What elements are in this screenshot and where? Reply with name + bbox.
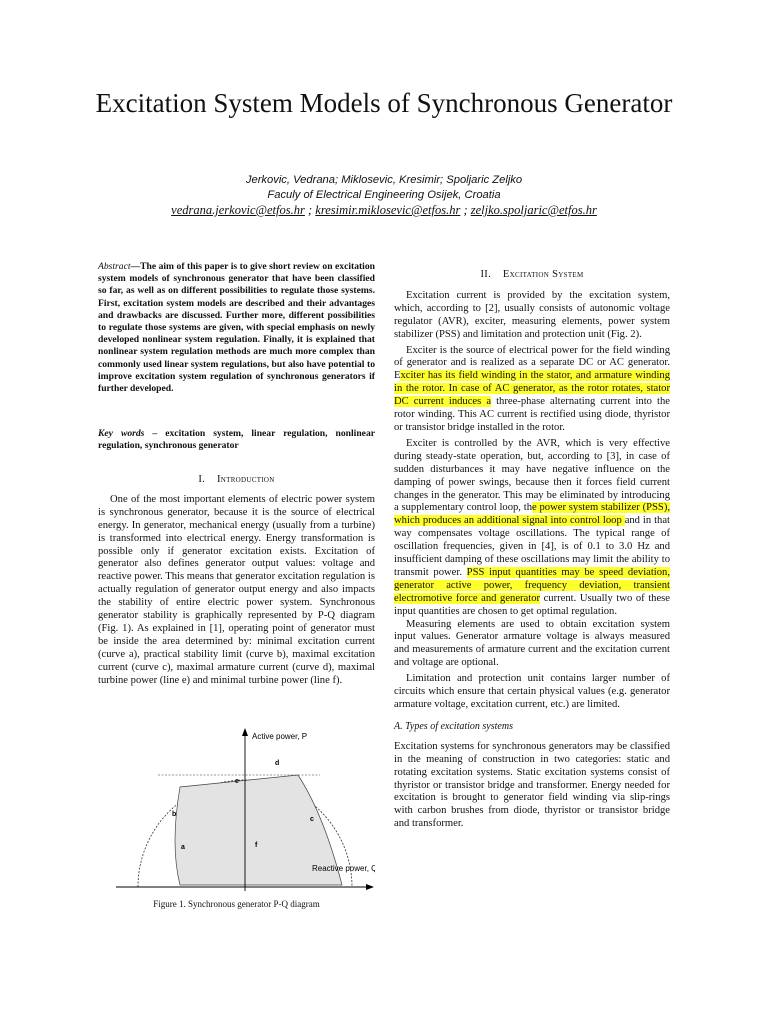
affiliation: Faculy of Electrical Engineering Osijek, Croatia [267, 189, 501, 201]
paragraph-excitation-current: Excitation current is provided by the excitation system, which, according to [2], usually consists of autonomic voltage regulator (AVR), exciter, measuring elements, power system stabilizer (PSS) and limitation and protection unit (Fig. 2). [394, 289, 670, 340]
keywords [98, 428, 375, 452]
introduction-section [98, 474, 375, 688]
figure-caption: Figure 1. Synchronous generator P-Q diagram [153, 899, 320, 909]
email-link-3[interactable]: zeljko.spoljaric@etfos.hr [470, 203, 597, 217]
section-title: Excitation System [502, 269, 584, 280]
text-run: current. Usually two of these input quantities are chosen to get optimal regulation. [394, 592, 671, 617]
paragraph-measuring: Measuring elements are used to obtain excitation system input values. Generator armature voltage is always measured and measurements of armature current and the excitation current and voltage are optional. [394, 618, 670, 669]
y-axis-label: Active power, P [252, 732, 308, 741]
text-run: three-phase alternating current into the rotor winding. This AC current is rectified using diode, thyristor or transistor bridge installed in the rotor. [394, 396, 670, 433]
highlighted-text: xciter has its field winding in the stator, and armature winding in the rotor. In case of AC generator, as the rotor rotates, stator DC current induces a [394, 370, 670, 408]
section-number: II. [480, 269, 492, 280]
pq-diagram-figure [98, 725, 375, 895]
abstract [98, 261, 375, 395]
abstract-label: Abstract [98, 261, 131, 272]
email-link-1[interactable]: vedrana.jerkovic@etfos.hr [171, 203, 305, 217]
paragraph-limitation: Limitation and protection unit contains larger number of circuits which ensure that certain physical values (e.g. generator armature voltage, excitation current, etc.) are limited. [394, 673, 670, 710]
label-c: c [310, 816, 314, 823]
label-a: a [181, 844, 185, 851]
label-f: f [255, 842, 258, 849]
x-axis-label: Reactive power, Q [312, 864, 375, 873]
label-b: b [172, 811, 177, 818]
authors: Jerkovic, Vedrana; Miklosevic, Kresimir; Spoljaric Zeljko [245, 174, 523, 186]
abstract-text: —The aim of this paper is to give short review on excitation system models of synchronous generator that have been classified so far, as well as on different possibilities to regulate those systems. First, excitation system models are described and their advantages and drawbacks are discussed. Further more, different possibilities to regulate those systems are given, with special emphasis on newly developed nonlinear system regulation. Finally, it is explained that nonlinear system regulation methods are much more complex than commonly used linear system regulations, but also have potential to improve excitation system regulation of synchronous generators if further developed. [98, 261, 375, 395]
paragraph-exciter [394, 345, 670, 435]
email-line [60, 203, 708, 218]
label-d: d [275, 760, 280, 767]
keywords-text: – excitation system, linear regulation, nonlinear regulation, synchronous generator [98, 428, 375, 452]
paper-title: Excitation System Models of Synchronous Generator [95, 88, 673, 118]
section-title: Introduction [216, 474, 275, 485]
text-run: Exciter is the source of electrical power for the field winding of generator and is realized as a separate DC or AC generator. E [394, 344, 670, 382]
author-block [60, 173, 708, 203]
intro-paragraph: One of the most important elements of electric power system is synchronous generator, because it is the source of electrical energy. In generator, mechanical energy (usually from a turbine) is transformed into electrical energy. Energy transformation is possible only if generator excitation exists. Excitation of generator also defines generator output values: voltage and reactive power. This means that generator excitation regulation is actually regulation of generator output energy and also impacts the stability of entire electric power system. Synchronous generator stability is graphically represented by P-Q diagram (Fig. 1). As explained in [1], operating point of generator must be inside the area determined by: minimal excitation current (curve a), practical stability limit (curve b), maximal excitation current (curve c), maximal armature current (curve d), maximal turbine power (line e) and minimal turbine power (line f). [98, 493, 375, 686]
text-run: Exciter is controlled by the AVR, which is very effective during steady-state operation, but, according to [3], in case of sudden disturbances it may have negative influence on the damping of power swings, because then it forces field current changes in the generator. This may be eliminated by introducing a supplementary control loop, th [394, 437, 670, 514]
section-heading-introduction [98, 474, 375, 487]
section-heading-excitation [394, 269, 670, 282]
paragraph-avr [394, 438, 670, 619]
paragraph-types: Excitation systems for synchronous generators may be classified in the meaning of construction in two categories: static and rotating excitation systems. Static excitation systems consist of thyristor or transistor bridge and transformer. Energy needed for excitation is brought to generator field winding via slip-rings with carbon brushes from diode, thyristor or transistor bridge and transformer. [394, 740, 670, 830]
highlighted-text: e power system stabilizer (PSS), which produces an additional signal into control loop [394, 502, 670, 527]
keywords-label: Key words [98, 428, 145, 439]
email-separator-2: ; [460, 203, 471, 217]
subsection-heading-types: A. Types of excitation systems [394, 720, 513, 732]
excitation-system-section [394, 269, 670, 831]
pq-diagram [98, 725, 375, 895]
email-link-2[interactable]: kresimir.miklosevic@etfos.hr [315, 203, 461, 217]
label-e: e [235, 778, 239, 785]
q-axis-arrow-icon [366, 884, 374, 890]
p-axis-arrow-icon [242, 728, 248, 736]
text-run: and in that way compensates voltage oscillations. The typical range of oscillation frequencies, given in [4], is of 0.1 to 3.0 Hz and insufficient damping of these oscillations may limit the ability to transmit power. [394, 515, 670, 578]
section-number: I. [198, 474, 206, 485]
email-separator-1: ; [304, 203, 316, 217]
highlighted-text: PSS input quantities may be speed deviation, generator active power, frequency deviation, transient electromotive force and generator [394, 566, 670, 604]
